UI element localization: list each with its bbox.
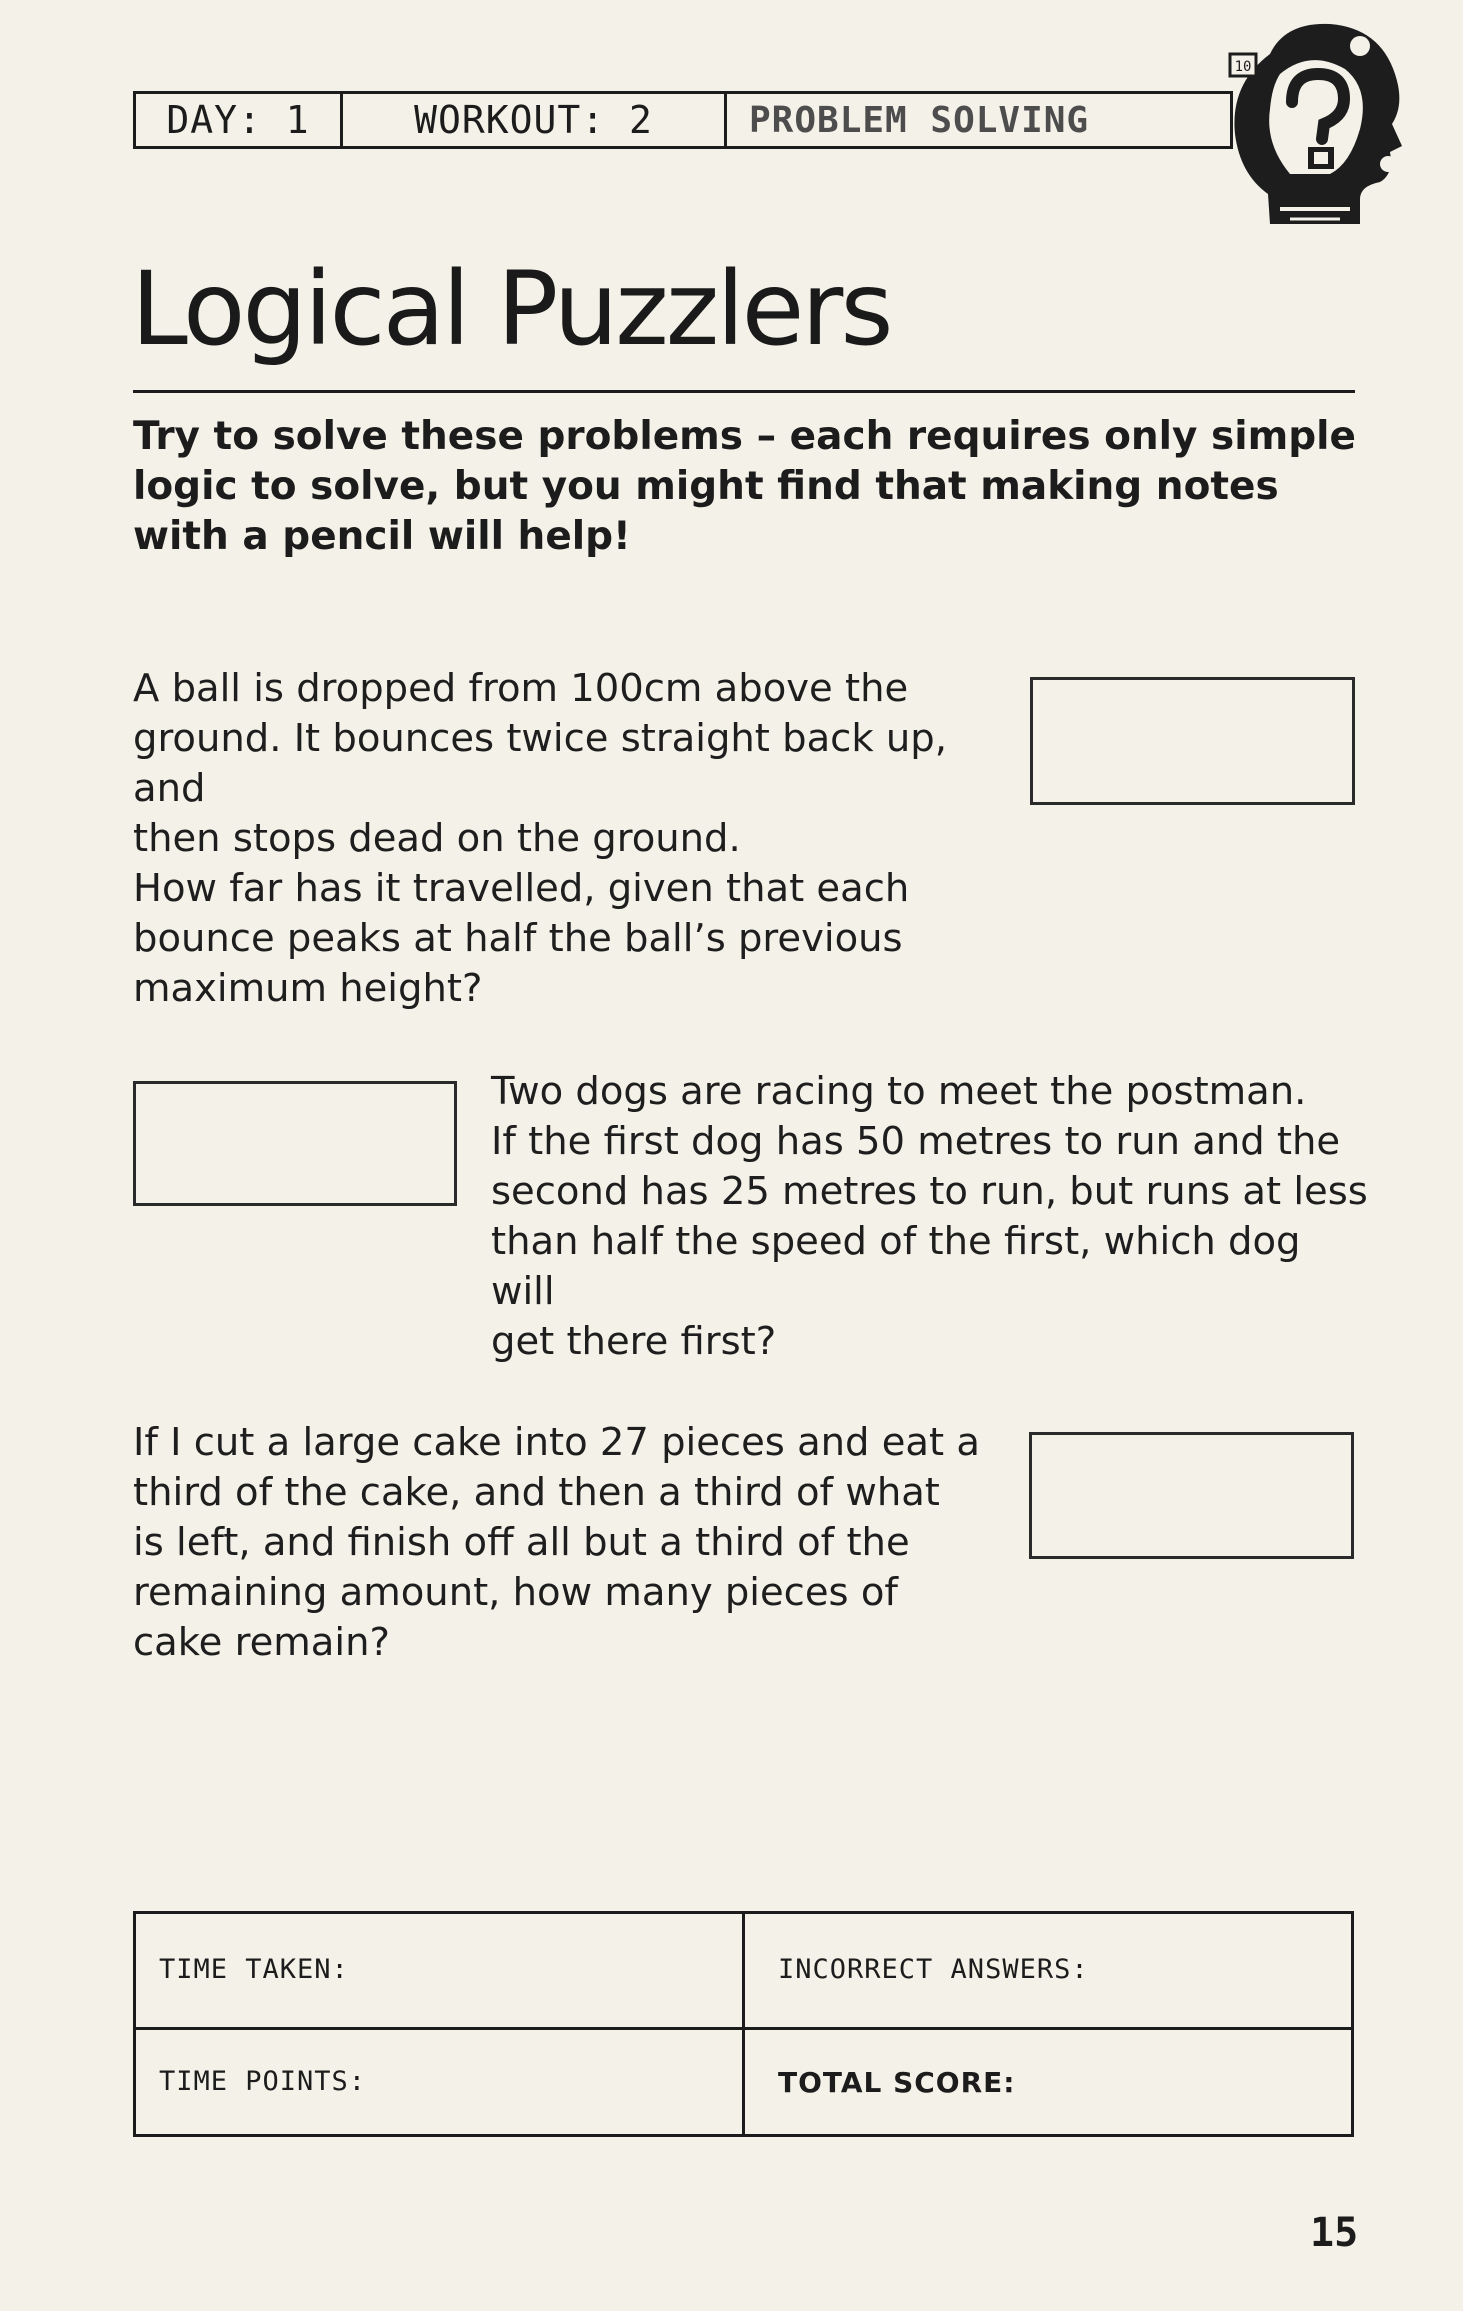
puzzle-line: bounce peaks at half the ball’s previous bbox=[133, 916, 903, 961]
puzzle-line: is left, and finish off all but a third of the bbox=[133, 1520, 910, 1565]
score-table-divider bbox=[742, 1914, 745, 2134]
time-points-field[interactable]: TIME POINTS: bbox=[159, 2066, 367, 2097]
day-label: DAY: 1 bbox=[136, 94, 343, 146]
title-divider bbox=[133, 390, 1355, 393]
head-question-mark-icon bbox=[1210, 14, 1410, 234]
puzzle-line: If the first dog has 50 metres to run and the bbox=[491, 1119, 1341, 1164]
puzzle-line: third of the cake, and then a third of what bbox=[133, 1470, 940, 1515]
puzzle-line: second has 25 metres to run, but runs at less bbox=[491, 1169, 1368, 1214]
puzzle-2-answer-box[interactable] bbox=[133, 1081, 457, 1206]
intro-text: Try to solve these problems – each requires only simple logic to solve, but you might find that making notes with a pencil will help! bbox=[133, 414, 1356, 559]
score-table bbox=[133, 1911, 1354, 2137]
puzzle-2-text bbox=[491, 1067, 1371, 1367]
puzzle-line: then stops dead on the ground. bbox=[133, 816, 741, 861]
page-number: 15 bbox=[1310, 2210, 1359, 2256]
puzzle-3-answer-box[interactable] bbox=[1029, 1432, 1354, 1559]
section-label: PROBLEM SOLVING bbox=[749, 99, 1090, 141]
puzzle-line: remaining amount, how many pieces of bbox=[133, 1570, 898, 1615]
header-bar bbox=[133, 91, 1233, 149]
puzzle-line: get there first? bbox=[491, 1319, 777, 1364]
puzzle-line: than half the speed of the first, which dog will bbox=[491, 1219, 1301, 1314]
workout-label: WORKOUT: 2 bbox=[343, 94, 727, 146]
page-title: Logical Puzzlers bbox=[131, 250, 891, 369]
puzzle-line: Two dogs are racing to meet the postman. bbox=[491, 1069, 1307, 1114]
puzzle-line: cake remain? bbox=[133, 1620, 390, 1665]
puzzle-line: maximum height? bbox=[133, 966, 483, 1011]
total-score-field[interactable]: TOTAL SCORE: bbox=[778, 2066, 1016, 2099]
score-table-divider bbox=[136, 2027, 1351, 2030]
puzzle-line: A ball is dropped from 100cm above the bbox=[133, 666, 909, 711]
puzzle-line: ground. It bounces twice straight back up, and bbox=[133, 716, 947, 811]
puzzle-line: How far has it travelled, given that each bbox=[133, 866, 910, 911]
incorrect-answers-field[interactable]: INCORRECT ANSWERS: bbox=[778, 1954, 1089, 1985]
puzzle-1-answer-box[interactable] bbox=[1030, 677, 1355, 805]
time-taken-field[interactable]: TIME TAKEN: bbox=[159, 1954, 349, 1985]
puzzle-1-text bbox=[133, 664, 1013, 1014]
puzzle-line: If I cut a large cake into 27 pieces and eat a bbox=[133, 1420, 980, 1465]
svg-text:10: 10 bbox=[1234, 59, 1252, 75]
puzzle-3-text bbox=[133, 1418, 993, 1668]
